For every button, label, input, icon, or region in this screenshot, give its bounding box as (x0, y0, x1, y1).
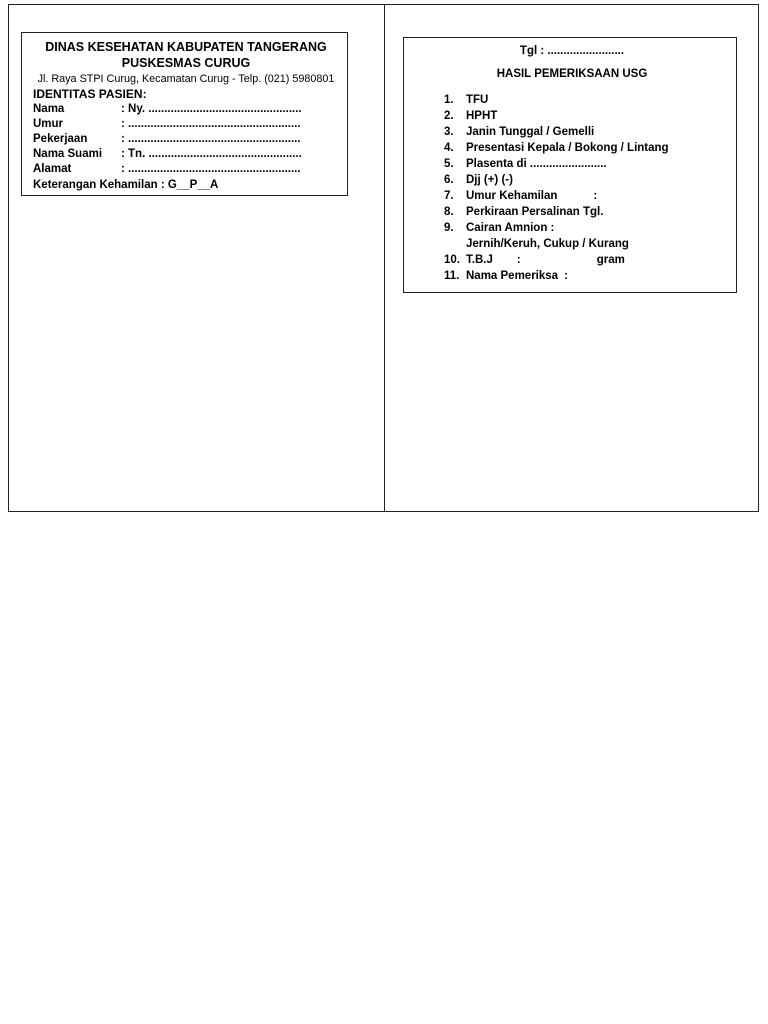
field-value: : Ny. ................................................ (121, 103, 302, 115)
field-husband-name (33, 147, 339, 162)
item-number: 9. (444, 222, 454, 234)
usg-item (444, 188, 726, 204)
item-text: HPHT (466, 110, 498, 122)
item-number: 1. (444, 94, 454, 106)
item-colon: : (593, 190, 598, 202)
item-text: Jernih/Keruh, Cukup / Kurang (466, 238, 629, 250)
usg-item (444, 268, 726, 284)
item-colon: : (516, 254, 521, 266)
pregnancy-note: Keterangan Kehamilan : G__P__A (33, 179, 219, 191)
item-number: 6. (444, 174, 454, 186)
field-label: Alamat (33, 163, 72, 175)
usg-item-continuation (444, 236, 726, 252)
item-unit: gram (596, 254, 625, 266)
item-text: Presentasi Kepala / Bokong / Lintang (466, 142, 669, 154)
item-colon: : (564, 270, 568, 282)
field-label: Pekerjaan (33, 133, 88, 145)
usg-item (444, 140, 726, 156)
item-text: Plasenta di ........................ (466, 158, 607, 170)
field-label: Nama (33, 103, 65, 115)
field-label: Nama Suami (33, 148, 103, 160)
clinic-address: Jl. Raya STPI Curug, Kecamatan Curug - Telp. (021) 5980801 (37, 73, 335, 85)
field-value: : ...................................................... (121, 133, 301, 145)
item-text: Perkiraan Persalinan Tgl. (466, 206, 604, 218)
usg-item (444, 252, 726, 268)
field-value: : Tn. ................................................ (121, 148, 302, 160)
field-address (33, 162, 339, 177)
item-number: 5. (444, 158, 454, 170)
item-number: 11. (444, 270, 460, 282)
item-number: 8. (444, 206, 454, 218)
usg-item (444, 92, 726, 108)
item-number: 3. (444, 126, 454, 138)
patient-identity-card (21, 32, 348, 196)
item-text: Umur Kehamilan (466, 190, 558, 202)
item-text: Nama Pemeriksa (466, 270, 559, 282)
agency-name: DINAS KESEHATAN KABUPATEN TANGERANG (45, 40, 327, 54)
field-name (33, 102, 339, 117)
item-number: 10. (444, 254, 460, 266)
clinic-name: PUSKESMAS CURUG (121, 56, 251, 70)
item-text: T.B.J (466, 254, 493, 266)
usg-item (444, 204, 726, 220)
item-text: Janin Tunggal / Gemelli (466, 126, 595, 138)
field-occupation (33, 132, 339, 147)
item-text: Djj (+) (-) (466, 174, 513, 186)
usg-item-list (418, 92, 726, 284)
item-number: 4. (444, 142, 454, 154)
item-text: Cairan Amnion : (466, 222, 555, 234)
usg-item (444, 172, 726, 188)
date-line: Tgl : ........................ (519, 45, 625, 57)
section-heading: IDENTITAS PASIEN: (33, 87, 147, 101)
usg-item (444, 156, 726, 172)
field-label: Umur (33, 118, 64, 130)
field-age (33, 117, 339, 132)
item-number: 7. (444, 190, 454, 202)
usg-result-card (403, 37, 737, 293)
usg-item (444, 220, 726, 236)
field-value: : ...................................................... (121, 163, 301, 175)
usg-title: HASIL PEMERIKSAAN USG (496, 68, 648, 80)
card-sheet (8, 4, 759, 512)
item-number: 2. (444, 110, 454, 122)
item-text: TFU (466, 94, 489, 106)
usg-item (444, 108, 726, 124)
cut-divider (384, 5, 385, 511)
usg-item (444, 124, 726, 140)
field-value: : ...................................................... (121, 118, 301, 130)
